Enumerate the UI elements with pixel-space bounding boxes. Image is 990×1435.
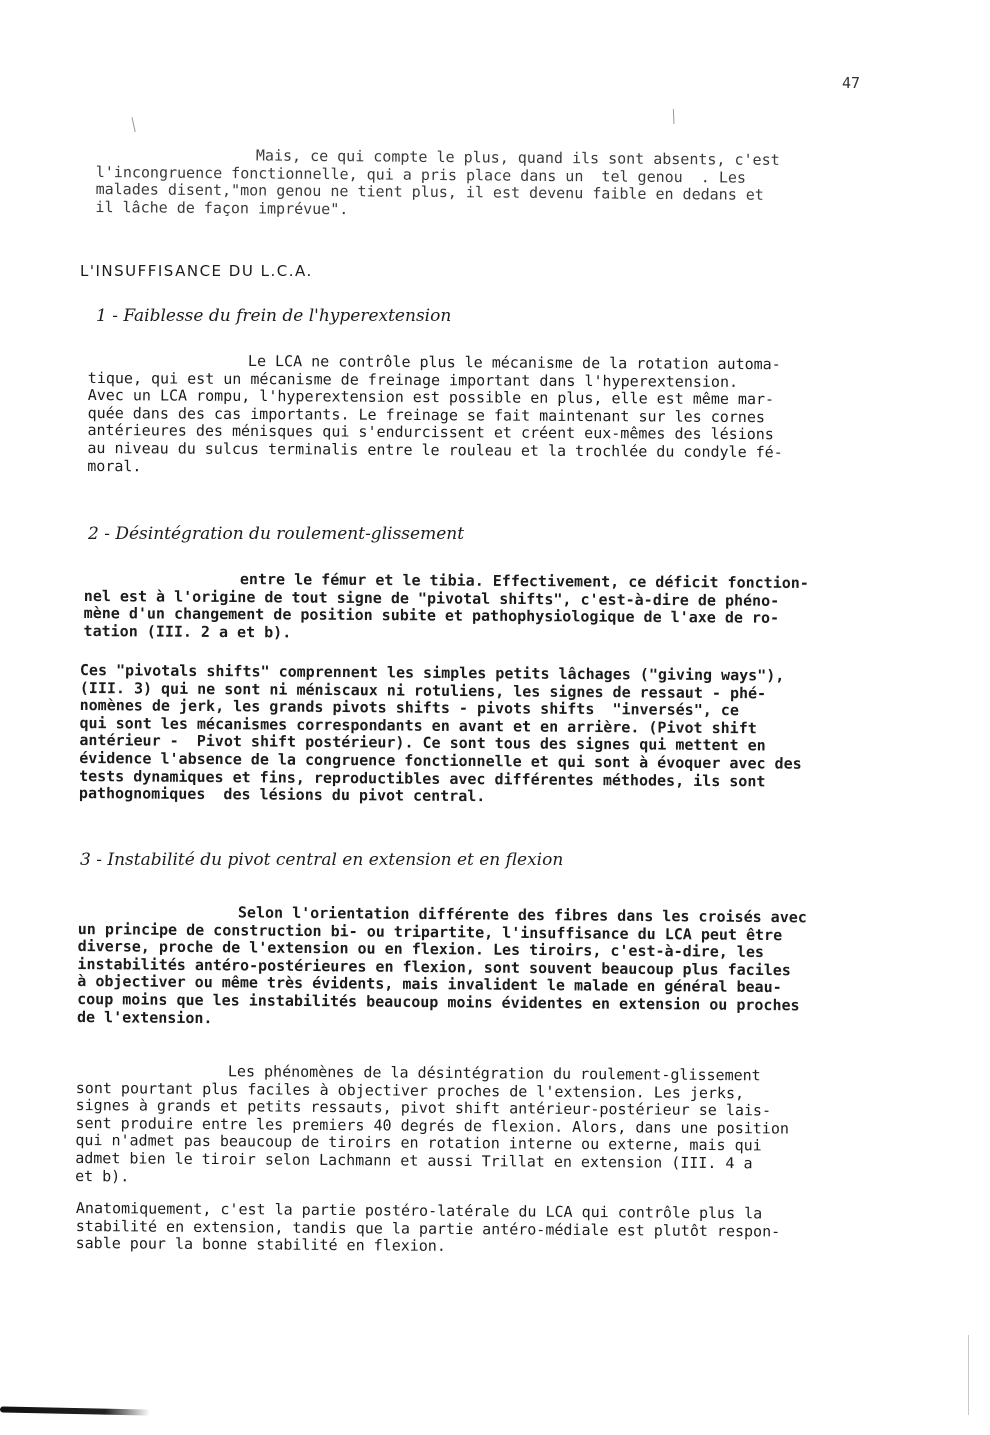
section-3-paragraph-2: Les phénomènes de la désintégration du roulement-glissement sont pourtant plus faciles à objectiver proches de l'extension. Les jerks, signes à grands et petits ressauts, pivot shift antérieur-postérieur se lais- sent produire entre les premiers 40 degrés de flexion. Alors, dans une position qui n'admet pas beaucoup de tiroirs en rotation interne ou externe, mais qui admet bien le tiroir selon Lachmann et aussi Trillat en extension (III. 4 a et b). [75, 1062, 790, 1185]
section-2-heading: 2 - Désintégration du roulement-glissement [88, 524, 465, 544]
scan-speck-mark: ⁄ [662, 102, 685, 130]
section-3-paragraph-1: Selon l'orientation différente des fibres dans les croisés avec un principe de construction bi- ou tripartite, l'insuffisance du LCA peut être diverse, proche de l'extension ou en flexion. Les tiroirs, c'est-à-dire, les instabilités antéro-postérieures en flexion, sont souvent beaucoup plus faciles à objectiver ou même très évidents, mais invalident le malade en général beau- coup moins que les instabilités beaucoup moins évidentes en extension ou proches de l'extension. [76, 903, 807, 1027]
binding-shadow [0, 1406, 150, 1415]
section-heading-main: L'INSUFFISANCE DU L.C.A. [80, 262, 313, 280]
section-2-paragraph-2: Ces "pivotals shifts" comprennent les simples petits lâchages ("giving ways"), (III. 3) qui ne sont ni méniscaux ni rotuliens, les signes de ressaut - phé- nomènes de jerk, les grands pivots shifts - pivots shifts "inversés", ce qui sont les mécanismes correspondants en avant et en arrière. (Pivot shift antérieur - Pivot shift postérieur). Ce sont tous des signes qui mettent en évidence l'absence de la congruence fonctionnelle et qui sont à évoquer avec des tests dynamiques et fins, reproductibles avec différentes méthodes, ils sont pathognomiques des lésions du pivot central. [78, 661, 802, 806]
section-1-heading: 1 - Faiblesse du frein de l'hyperextension [96, 306, 452, 326]
intro-paragraph: Mais, ce qui compte le plus, quand ils sont absents, c'est l'incongruence fonctionnelle, qui a pris place dans un tel genou . Les malades disent,"mon genou ne tient plus, il est devenu faible en dedans et il lâche de façon imprévue". [95, 146, 780, 218]
section-1-paragraph: Le LCA ne contrôle plus le mécanisme de la rotation automa- tique, qui est un mécanisme de freinage important dans l'hyperextension. Avec un LCA rompu, l'hyperextension est possible en plus, elle est même mar- quée dans des cas importants. Le freinage se fait maintenant sur les cornes antérieures des ménisques qui s'endurcissent et créent eux-mêmes des lésions au niveau du sulcus terminalis entre le rouleau et la trochlée du condyle fé- moral. [87, 351, 783, 475]
page-number: 47 [842, 74, 861, 92]
scan-edge-line [968, 1335, 969, 1415]
scan-speck-mark: ⁄ [121, 111, 146, 138]
section-3-paragraph-3: Anatomiquement, c'est la partie postéro-latérale du LCA qui contrôle plus la stabilité en extension, tandis que la partie antéro-médiale est plutôt respon- sable pour la bonne stabilité en flexion. [75, 1199, 781, 1256]
section-3-heading: 3 - Instabilité du pivot central en extension et en flexion [80, 850, 564, 870]
section-2-paragraph-1: entre le fémur et le tibia. Effectivement, ce déficit fonction- nel est à l'origine de tout signe de "pivotal shifts", c'est-à-dire de phéno- mène d'un changement de position subite et pathophysiologique de l'axe de ro- tation (III. 2 a et b). [83, 570, 809, 642]
